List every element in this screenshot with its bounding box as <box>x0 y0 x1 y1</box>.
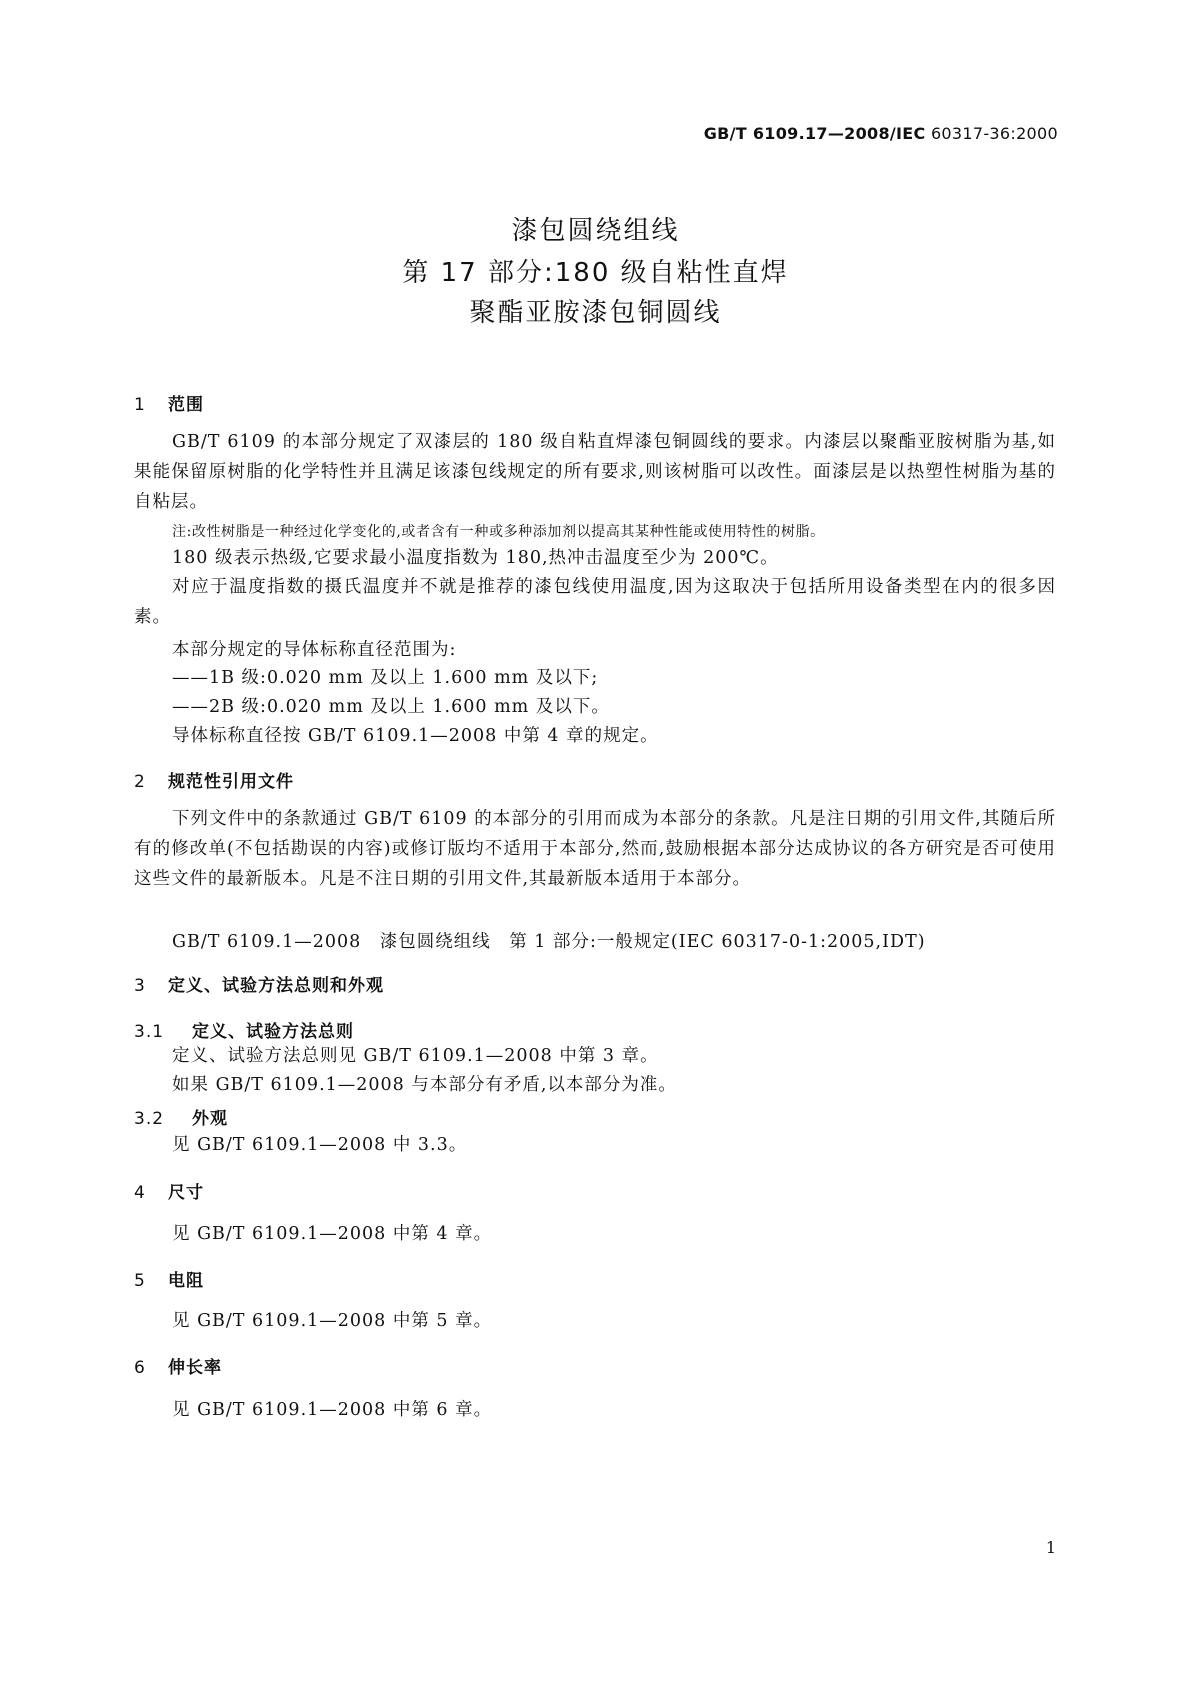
section-1-note: 注:改性树脂是一种经过化学变化的,或者含有一种或多种添加剂以提高其某种性能或使用特性的树脂。 <box>172 524 825 540</box>
section-5-heading <box>134 1266 204 1291</box>
section-1-list-item-1: ——1B 级:0.020 mm 及以上 1.600 mm 及以下; <box>172 668 599 688</box>
section-3-1-paragraph-2: 如果 GB/T 6109.1—2008 与本部分有矛盾,以本部分为准。 <box>172 1075 677 1095</box>
standard-number-header <box>704 124 1058 143</box>
section-1-paragraph-2: 180 级表示热级,它要求最小温度指数为 180,热冲击温度至少为 200℃。 <box>172 548 779 568</box>
standard-gb-code: GB/T 6109.17—2008/ <box>703 124 897 143</box>
section-5-paragraph-1: 见 GB/T 6109.1—2008 中第 5 章。 <box>172 1311 493 1331</box>
section-1-paragraph-4: 本部分规定的导体标称直径范围为: <box>172 640 457 660</box>
section-2-title: 规范性引用文件 <box>168 772 294 792</box>
title-line-1: 漆包圆绕组线 <box>511 216 680 246</box>
section-6-heading <box>134 1353 222 1378</box>
section-4-number: 4 <box>134 1183 146 1203</box>
section-1-paragraph-3: 对应于温度指数的摄氏温度并不就是推荐的漆包线使用温度,因为这取决于包括所用设备类型在内的很多因素。 <box>134 577 1056 627</box>
section-3-1-title: 定义、试验方法总则 <box>192 1022 354 1042</box>
section-6-number: 6 <box>134 1358 146 1378</box>
page-number: 1 <box>1045 1538 1056 1557</box>
section-3-title: 定义、试验方法总则和外观 <box>168 976 384 996</box>
section-3-2-title: 外观 <box>192 1109 228 1129</box>
section-1-paragraph-5: 导体标称直径按 GB/T 6109.1—2008 中第 4 章的规定。 <box>172 726 659 746</box>
section-2-heading <box>134 767 294 792</box>
section-1-number: 1 <box>134 395 146 415</box>
section-3-1-number: 3.1 <box>134 1022 165 1042</box>
section-1-title: 范围 <box>168 395 204 415</box>
section-6-paragraph-1: 见 GB/T 6109.1—2008 中第 6 章。 <box>172 1400 493 1420</box>
section-4-paragraph-1: 见 GB/T 6109.1—2008 中第 4 章。 <box>172 1224 493 1244</box>
section-6-title: 伸长率 <box>168 1358 222 1378</box>
section-3-2-number: 3.2 <box>134 1109 165 1129</box>
section-2-number: 2 <box>134 772 146 792</box>
section-4-heading <box>134 1178 204 1203</box>
section-5-number: 5 <box>134 1271 146 1291</box>
section-2-paragraph-1: 下列文件中的条款通过 GB/T 6109 的本部分的引用而成为本部分的条款。凡是注日期的引用文件,其随后所有的修改单(不包括勘误的内容)或修订版均不适用于本部分,然而,鼓励根据本部分达成协议的各方研究是否可使用这些文件的最新版本。凡是不注日期的引用文件,其最新版本适用于本部分。 <box>134 809 1056 889</box>
section-1-list-item-2: ——2B 级:0.020 mm 及以上 1.600 mm 及以下。 <box>172 697 610 717</box>
section-3-2-paragraph-1: 见 GB/T 6109.1—2008 中 3.3。 <box>172 1135 468 1155</box>
standard-iec-prefix: IEC <box>896 124 926 143</box>
section-1-heading <box>134 390 204 415</box>
section-3-1-heading <box>134 1017 354 1042</box>
section-3-2-heading <box>134 1104 228 1129</box>
section-5-title: 电阻 <box>168 1271 204 1291</box>
section-3-number: 3 <box>134 976 146 996</box>
title-line-3: 聚酯亚胺漆包铜圆线 <box>469 298 722 328</box>
section-1-paragraph-1: GB/T 6109 的本部分规定了双漆层的 180 级自粘直焊漆包铜圆线的要求。内漆层以聚酯亚胺树脂为基,如果能保留原树脂的化学特性并且满足该漆包线规定的所有要求,则该树脂可以改性。面漆层是以热塑性树脂为基的自粘层。 <box>134 432 1056 512</box>
section-4-title: 尺寸 <box>168 1183 204 1203</box>
section-2-normative-reference: GB/T 6109.1—2008 漆包圆绕组线 第 1 部分:一般规定(IEC 60317-0-1:2005,IDT) <box>172 932 926 952</box>
section-3-heading <box>134 971 384 996</box>
standard-iec-code: 60317-36:2000 <box>925 124 1058 143</box>
section-3-1-paragraph-1: 定义、试验方法总则见 GB/T 6109.1—2008 中第 3 章。 <box>172 1046 659 1066</box>
title-line-2: 第 17 部分:180 级自粘性直焊 <box>402 258 789 288</box>
